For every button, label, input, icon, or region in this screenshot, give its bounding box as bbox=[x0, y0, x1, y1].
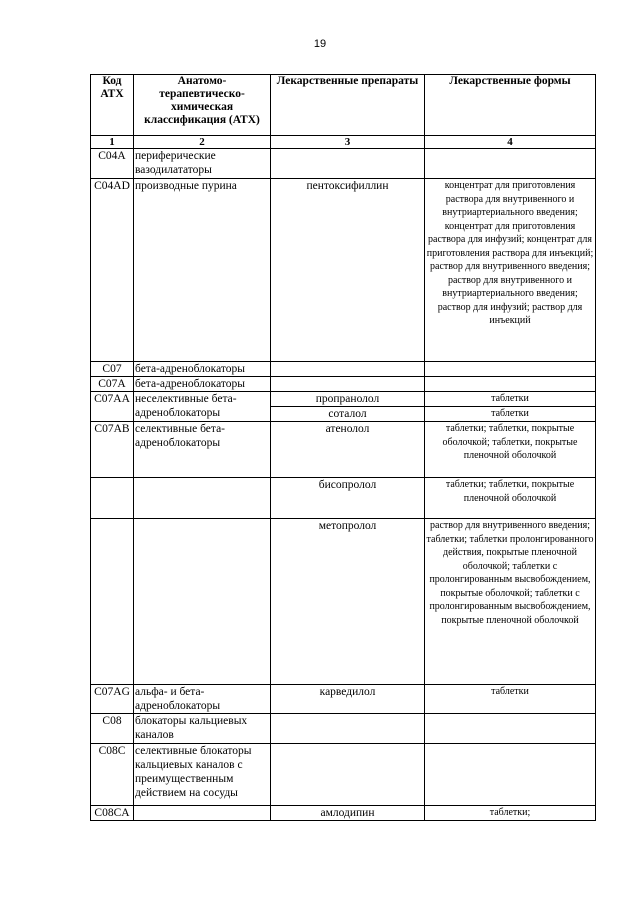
table-row bbox=[91, 519, 596, 685]
atx-code: C08C bbox=[91, 744, 134, 806]
table-row bbox=[91, 744, 596, 806]
drug-name bbox=[271, 377, 425, 392]
atx-table bbox=[90, 74, 596, 821]
atx-code: C07AA bbox=[91, 392, 134, 422]
atx-name bbox=[134, 478, 271, 519]
drug-name bbox=[271, 149, 425, 179]
atx-code: C08 bbox=[91, 714, 134, 744]
page-number: 19 bbox=[313, 38, 327, 50]
atx-name bbox=[134, 519, 271, 685]
column-number: 1 bbox=[91, 136, 134, 149]
table-row bbox=[91, 377, 596, 392]
table-row bbox=[91, 392, 596, 407]
atx-name: селективные бета-адреноблокаторы bbox=[134, 422, 271, 478]
drug-name bbox=[271, 744, 425, 806]
drug-name: карведилол bbox=[271, 685, 425, 714]
atx-name: бета-адреноблокаторы bbox=[134, 362, 271, 377]
dosage-form: таблетки bbox=[425, 685, 596, 714]
atx-code: C08CA bbox=[91, 806, 134, 821]
dosage-form bbox=[425, 149, 596, 179]
drug-name: амлодипин bbox=[271, 806, 425, 821]
atx-code: C04A bbox=[91, 149, 134, 179]
atx-name bbox=[134, 806, 271, 821]
atx-name: блокаторы кальциевых каналов bbox=[134, 714, 271, 744]
dosage-form bbox=[425, 377, 596, 392]
drug-name bbox=[271, 362, 425, 377]
dosage-form: концентрат для приготовления раствора для внутривенного и внутриартериального введения; концентрат для приготовления раствора для инфузий; концентрат для приготовления раствора для инъекций; раствор для внутривенного введения; раствор для внутривенного и внутриартериального введения; раствор для инфузий; раствор для инъекций bbox=[425, 179, 596, 362]
table-row bbox=[91, 149, 596, 179]
dosage-form bbox=[425, 714, 596, 744]
dosage-form: таблетки bbox=[425, 392, 596, 407]
atx-code bbox=[91, 519, 134, 685]
atx-name: периферические вазодилататоры bbox=[134, 149, 271, 179]
atx-name: неселективные бета-адреноблокаторы bbox=[134, 392, 271, 422]
drug-name: метопролол bbox=[271, 519, 425, 685]
drug-name: бисопролол bbox=[271, 478, 425, 519]
column-number: 2 bbox=[134, 136, 271, 149]
dosage-form bbox=[425, 362, 596, 377]
table-row bbox=[91, 362, 596, 377]
drug-name: пентоксифиллин bbox=[271, 179, 425, 362]
header-drugs: Лекарственные препараты bbox=[271, 75, 425, 136]
drug-name bbox=[271, 714, 425, 744]
table-row bbox=[91, 714, 596, 744]
table-row bbox=[91, 422, 596, 478]
atx-code: C07A bbox=[91, 377, 134, 392]
atx-code bbox=[91, 478, 134, 519]
dosage-form: таблетки; bbox=[425, 806, 596, 821]
header-code: Код АТХ bbox=[91, 75, 134, 136]
atx-code: C04AD bbox=[91, 179, 134, 362]
header-row bbox=[91, 75, 596, 136]
column-number: 4 bbox=[425, 136, 596, 149]
atx-code: C07AG bbox=[91, 685, 134, 714]
table-row bbox=[91, 685, 596, 714]
column-number: 3 bbox=[271, 136, 425, 149]
atx-name: производные пурина bbox=[134, 179, 271, 362]
column-number-row bbox=[91, 136, 596, 149]
table-row bbox=[91, 179, 596, 362]
dosage-form: таблетки; таблетки, покрытые пленочной оболочкой bbox=[425, 478, 596, 519]
dosage-form bbox=[425, 744, 596, 806]
dosage-form: таблетки; таблетки, покрытые оболочкой; таблетки, покрытые пленочной оболочкой bbox=[425, 422, 596, 478]
dosage-form: таблетки bbox=[425, 407, 596, 422]
dosage-form: раствор для внутривенного введения; таблетки; таблетки пролонгированного действия, покрытые пленочной оболочкой; таблетки с пролонгированным высвобождением, покрытые оболочкой; таблетки с пролонгированным высвобождением, покрытые пленочной оболочкой bbox=[425, 519, 596, 685]
atx-name: альфа- и бета-адреноблокаторы bbox=[134, 685, 271, 714]
atx-name: бета-адреноблокаторы bbox=[134, 377, 271, 392]
header-classification: Анатомо-терапевтическо-химическая классификация (АТХ) bbox=[134, 75, 271, 136]
header-forms: Лекарственные формы bbox=[425, 75, 596, 136]
atx-code: C07 bbox=[91, 362, 134, 377]
table-row bbox=[91, 478, 596, 519]
drug-name: атенолол bbox=[271, 422, 425, 478]
atx-code: C07AB bbox=[91, 422, 134, 478]
atx-name: селективные блокаторы кальциевых каналов с преимущественным действием на сосуды bbox=[134, 744, 271, 806]
table-row bbox=[91, 806, 596, 821]
drug-name: пропранолол bbox=[271, 392, 425, 407]
drug-name: соталол bbox=[271, 407, 425, 422]
